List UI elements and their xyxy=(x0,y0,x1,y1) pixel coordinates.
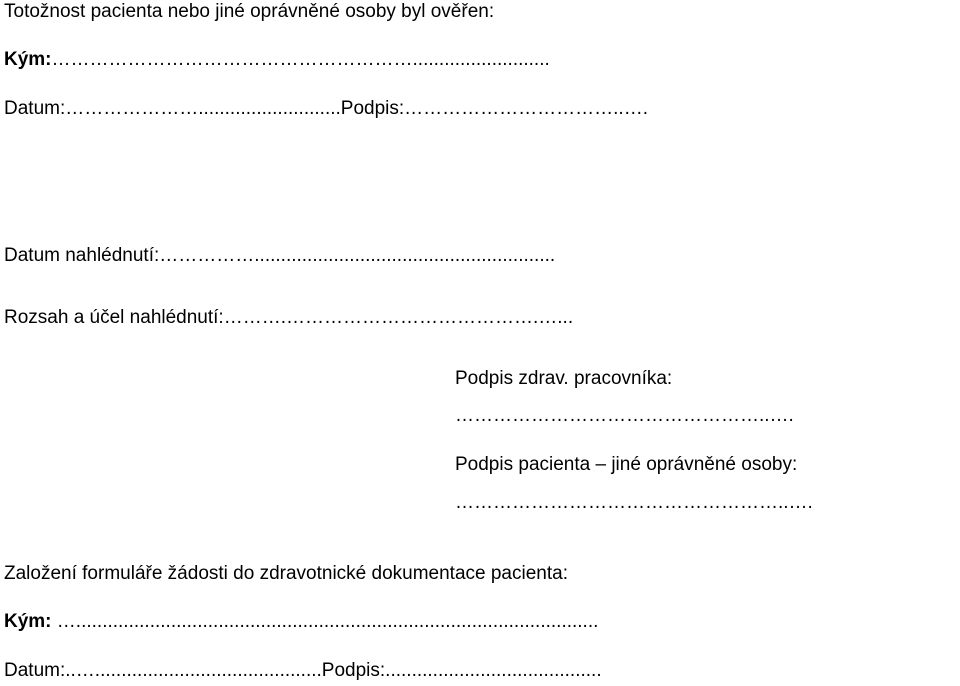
filed-by-label: Kým: xyxy=(4,611,52,632)
filing-signature-fill[interactable]: ......................................... xyxy=(385,660,602,681)
identity-verified-heading: Totožnost pacienta nebo jiné oprávněné osoby byl ověřen: xyxy=(4,1,495,22)
filed-by-row xyxy=(4,611,598,633)
inspection-scope-fill[interactable]: ……….………………………………….…... xyxy=(223,307,574,328)
verification-date-signature-row xyxy=(4,98,648,120)
patient-signature-fill[interactable]: ……………………………………………..…. xyxy=(455,492,813,513)
filed-by-fill[interactable]: …................................................................................................... xyxy=(51,611,599,632)
inspection-date-row xyxy=(4,245,555,267)
verification-signature-fill[interactable]: ……………………………..…. xyxy=(404,98,648,119)
verified-by-fill[interactable]: ………………………………………………….......................... xyxy=(51,49,550,70)
patient-signature-label: Podpis pacienta – jiné oprávněné osoby: xyxy=(455,454,798,475)
health-worker-signature-fill[interactable]: …………………………………………..…. xyxy=(455,405,794,426)
verification-date-label: Datum: xyxy=(4,98,66,119)
health-worker-signature-label: Podpis zdrav. pracovníka: xyxy=(455,368,673,389)
filing-date-fill[interactable]: ..…........................................... xyxy=(65,660,322,681)
inspection-scope-row xyxy=(4,307,573,329)
inspection-scope-label: Rozsah a účel nahlédnutí: xyxy=(4,307,224,328)
verified-by-row xyxy=(4,49,550,71)
inspection-date-fill[interactable]: ……………......................................................... xyxy=(159,245,556,266)
inspection-date-label: Datum nahlédnutí: xyxy=(4,245,160,266)
filing-date-signature-row xyxy=(4,660,602,682)
verification-signature-label: Podpis: xyxy=(340,98,405,119)
filing-signature-label: Podpis: xyxy=(321,660,386,681)
filing-date-label: Datum: xyxy=(4,660,66,681)
form-filing-heading: Založení formuláře žádosti do zdravotnické dokumentace pacienta: xyxy=(4,563,568,584)
verified-by-label: Kým: xyxy=(4,49,52,70)
verification-date-fill[interactable]: …………………........................... xyxy=(65,98,341,119)
